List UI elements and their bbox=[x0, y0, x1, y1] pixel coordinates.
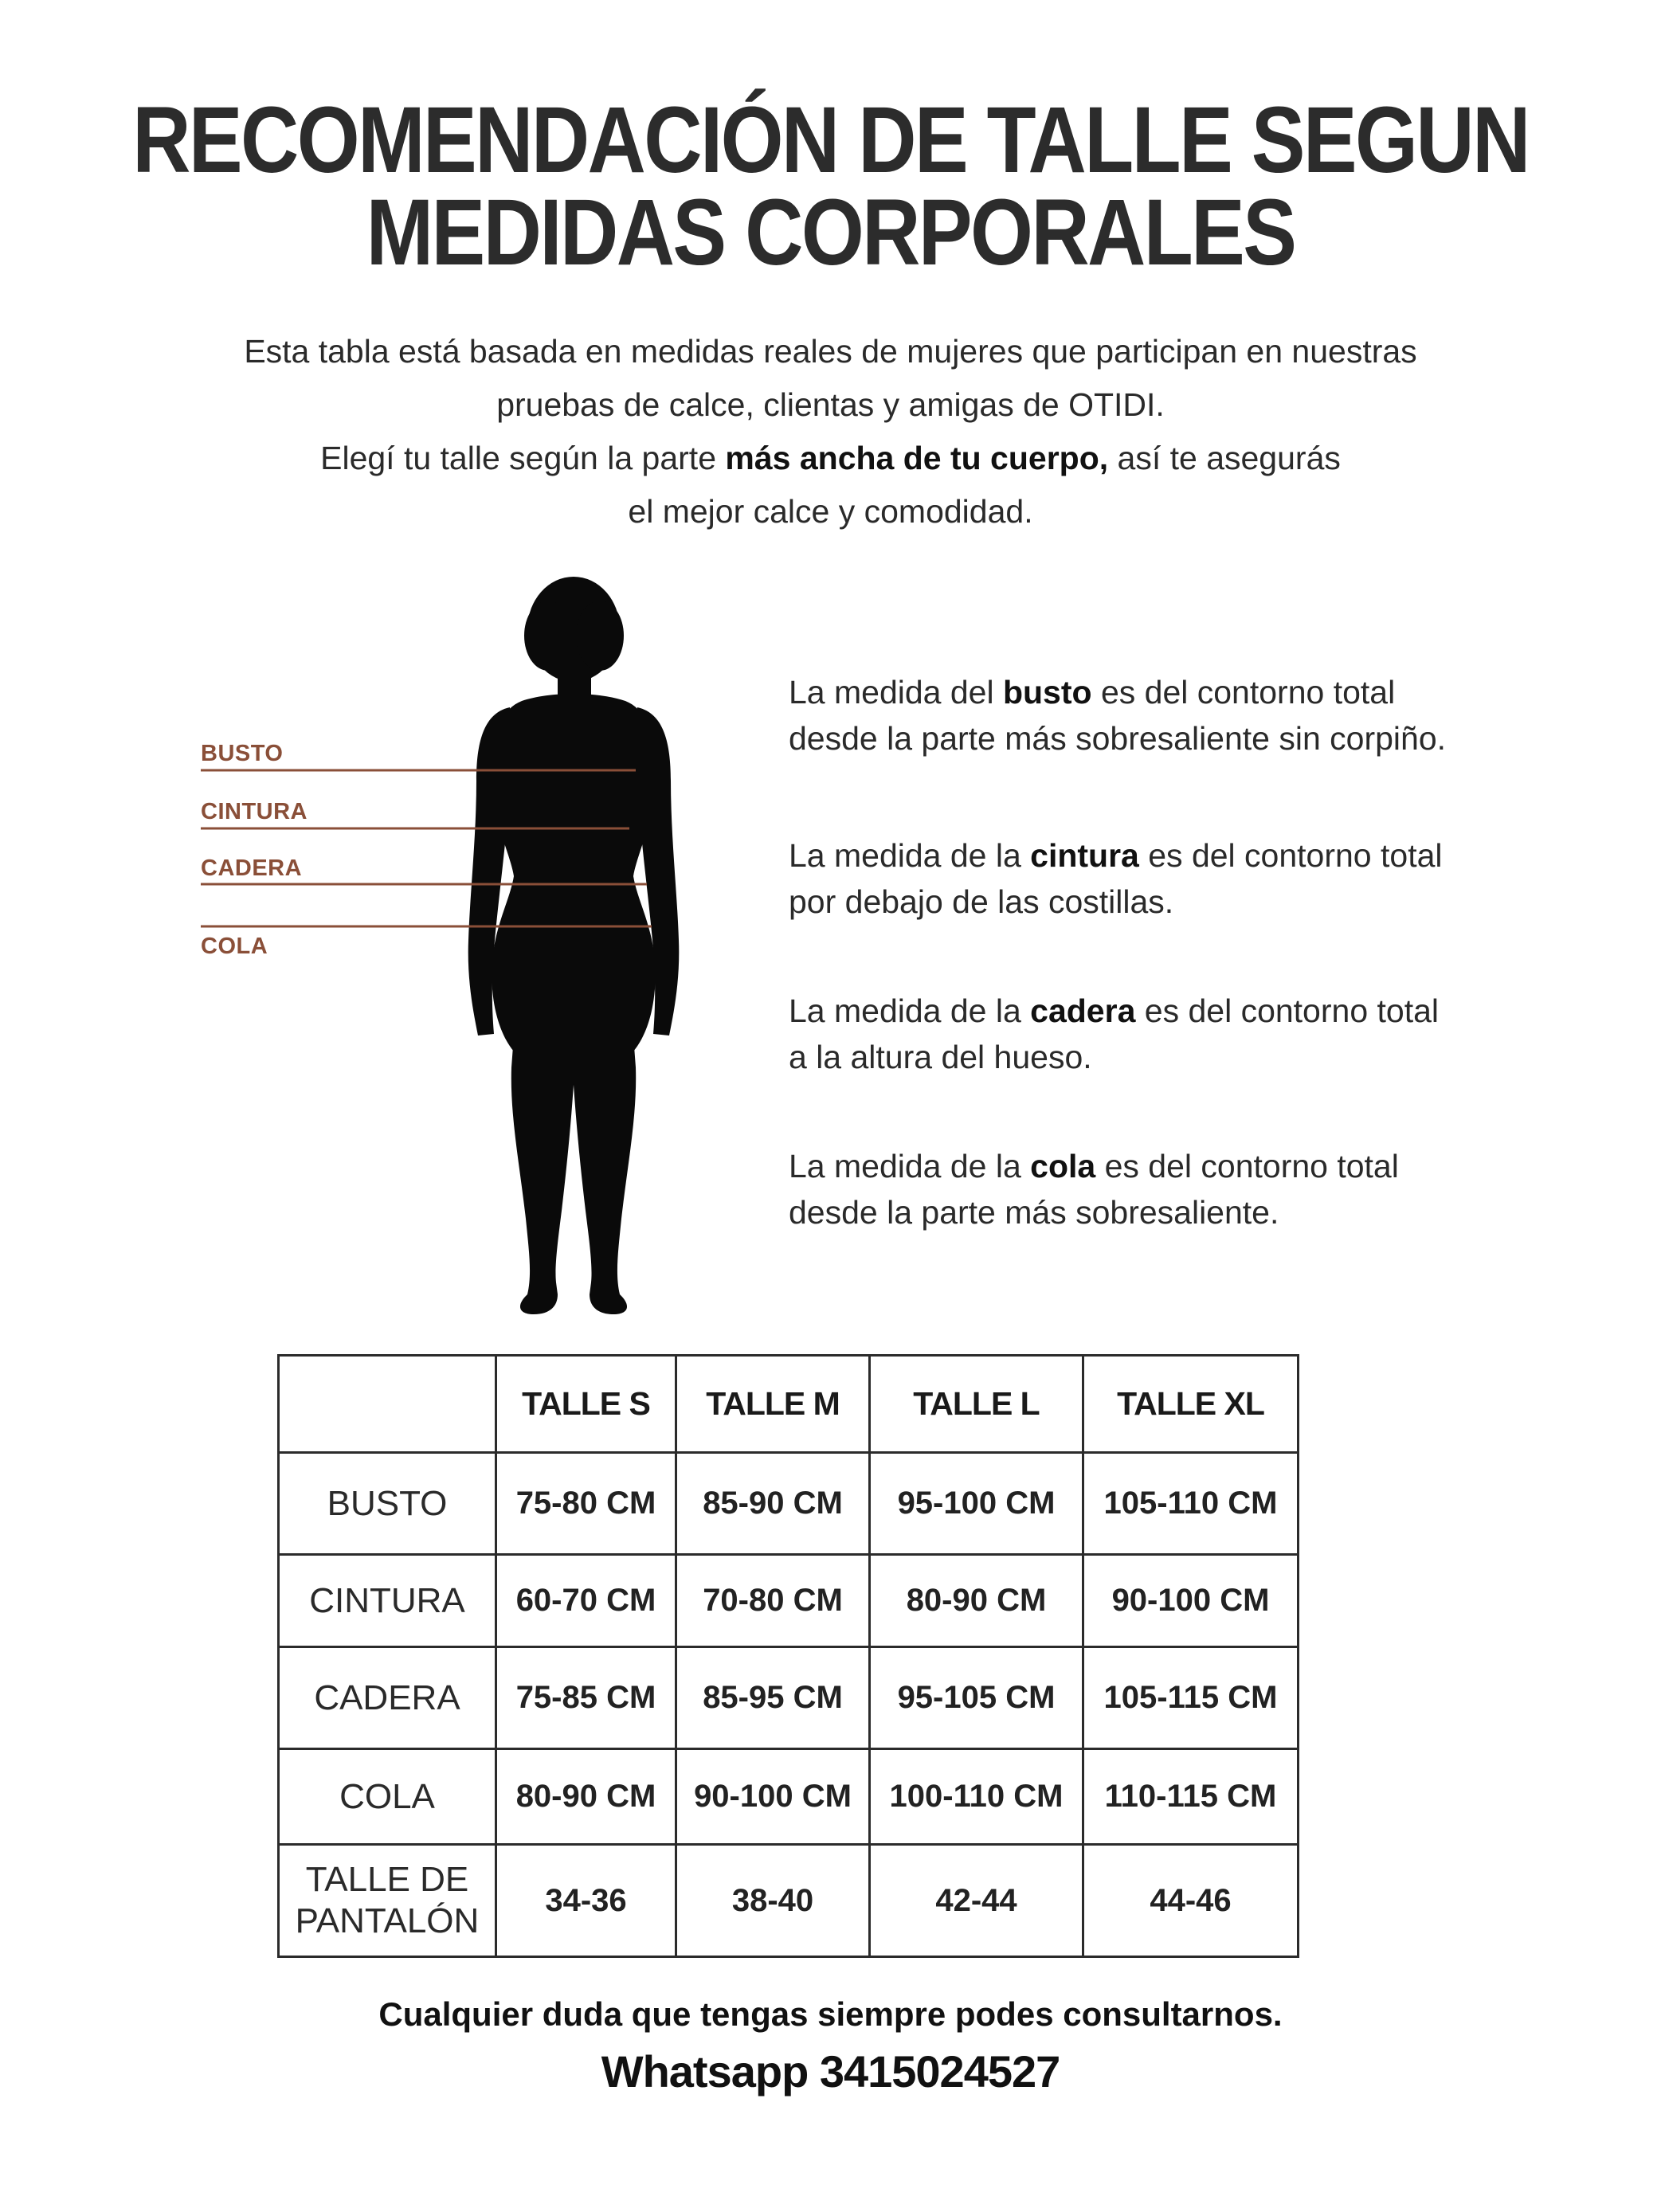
description-line-1 bbox=[789, 669, 1601, 715]
row-label-cintura: CINTURA bbox=[279, 1555, 496, 1647]
row-label-line-1: TALLE DE bbox=[305, 1860, 469, 1899]
description-cintura bbox=[789, 832, 1601, 925]
description-post: es del contorno total bbox=[1135, 992, 1440, 1029]
table-cell: 90-100 CM bbox=[676, 1749, 870, 1845]
table-cell: 60-70 CM bbox=[496, 1555, 676, 1647]
table-row bbox=[279, 1749, 1299, 1845]
table-cell: 110-115 CM bbox=[1083, 1749, 1299, 1845]
description-line-1 bbox=[789, 1143, 1601, 1189]
label-cola: COLA bbox=[201, 934, 268, 959]
table-header-talle-m: TALLE M bbox=[676, 1356, 870, 1453]
table-row bbox=[279, 1845, 1299, 1957]
description-line-1 bbox=[789, 988, 1601, 1034]
description-bold: cola bbox=[1030, 1148, 1096, 1184]
table-cell: 34-36 bbox=[496, 1845, 676, 1957]
description-post: es del contorno total bbox=[1091, 674, 1396, 711]
intro-line-3-post: así te asegurás bbox=[1108, 440, 1341, 476]
table-row bbox=[279, 1555, 1299, 1647]
footer-question: Cualquier duda que tengas siempre podes consultarnos. bbox=[378, 1995, 1283, 2033]
intro-line-3 bbox=[119, 432, 1542, 485]
intro-line-3-bold: más ancha de tu cuerpo, bbox=[725, 440, 1109, 476]
table-cell: 75-85 CM bbox=[496, 1647, 676, 1749]
table-cell: 90-100 CM bbox=[1083, 1555, 1299, 1647]
table-cell: 42-44 bbox=[870, 1845, 1083, 1957]
description-line-2: por debajo de las costillas. bbox=[789, 883, 1174, 920]
table-cell: 70-80 CM bbox=[676, 1555, 870, 1647]
description-bold: cadera bbox=[1030, 992, 1136, 1029]
description-pre: La medida de la bbox=[789, 837, 1031, 874]
description-pre: La medida de la bbox=[789, 1148, 1031, 1184]
description-cadera bbox=[789, 988, 1601, 1080]
label-busto: BUSTO bbox=[201, 741, 284, 766]
table-cell: 105-115 CM bbox=[1083, 1647, 1299, 1749]
table-header-talle-s: TALLE S bbox=[496, 1356, 676, 1453]
size-table bbox=[277, 1354, 1299, 1958]
table-row bbox=[279, 1647, 1299, 1749]
row-label-cola: COLA bbox=[279, 1749, 496, 1845]
description-busto bbox=[789, 669, 1601, 761]
table-cell: 44-46 bbox=[1083, 1845, 1299, 1957]
intro-line-4: el mejor calce y comodidad. bbox=[628, 493, 1033, 530]
table-cell: 95-100 CM bbox=[870, 1453, 1083, 1555]
table-cell: 100-110 CM bbox=[870, 1749, 1083, 1845]
description-line-2: desde la parte más sobresaliente. bbox=[789, 1194, 1279, 1231]
table-cell: 75-80 CM bbox=[496, 1453, 676, 1555]
intro-line-1: Esta tabla está basada en medidas reales de mujeres que participan en nuestras bbox=[244, 333, 1417, 370]
description-post: es del contorno total bbox=[1095, 1148, 1399, 1184]
description-pre: La medida del bbox=[789, 674, 1003, 711]
table-header-talle-xl: TALLE XL bbox=[1083, 1356, 1299, 1453]
table-cell: 38-40 bbox=[676, 1845, 870, 1957]
intro-line-2: pruebas de calce, clientas y amigas de OTIDI. bbox=[496, 386, 1165, 423]
title-line-2: MEDIDAS CORPORALES bbox=[366, 180, 1295, 285]
table-cell: 105-110 CM bbox=[1083, 1453, 1299, 1555]
description-post: es del contorno total bbox=[1138, 837, 1443, 874]
table-cell: 95-105 CM bbox=[870, 1647, 1083, 1749]
label-cadera: CADERA bbox=[201, 855, 303, 881]
description-cola bbox=[789, 1143, 1601, 1235]
description-bold: busto bbox=[1002, 674, 1092, 711]
row-label-busto: BUSTO bbox=[279, 1453, 496, 1555]
table-cell: 80-90 CM bbox=[496, 1749, 676, 1845]
label-cintura: CINTURA bbox=[201, 799, 308, 824]
title-line-1: RECOMENDACIÓN DE TALLE SEGUN bbox=[132, 88, 1529, 193]
table-cell: 85-95 CM bbox=[676, 1647, 870, 1749]
table-header-talle-l: TALLE L bbox=[870, 1356, 1083, 1453]
description-line-1 bbox=[789, 832, 1601, 879]
description-pre: La medida de la bbox=[789, 992, 1031, 1029]
table-header-corner bbox=[279, 1356, 496, 1453]
intro-line-3-pre: Elegí tu talle según la parte bbox=[320, 440, 726, 476]
description-line-2: desde la parte más sobresaliente sin corpiño. bbox=[789, 720, 1447, 757]
table-header-row bbox=[279, 1356, 1299, 1453]
page-title bbox=[116, 88, 1545, 285]
table-row bbox=[279, 1453, 1299, 1555]
row-label-cadera: CADERA bbox=[279, 1647, 496, 1749]
row-label-line-2: PANTALÓN bbox=[295, 1901, 480, 1940]
description-line-2: a la altura del hueso. bbox=[789, 1039, 1092, 1075]
description-bold: cintura bbox=[1030, 837, 1139, 874]
footer-whatsapp: Whatsapp 3415024527 bbox=[601, 2046, 1060, 2097]
table-cell: 80-90 CM bbox=[870, 1555, 1083, 1647]
intro-text bbox=[119, 325, 1542, 538]
row-label-talle-pantalon bbox=[279, 1845, 496, 1957]
table-cell: 85-90 CM bbox=[676, 1453, 870, 1555]
